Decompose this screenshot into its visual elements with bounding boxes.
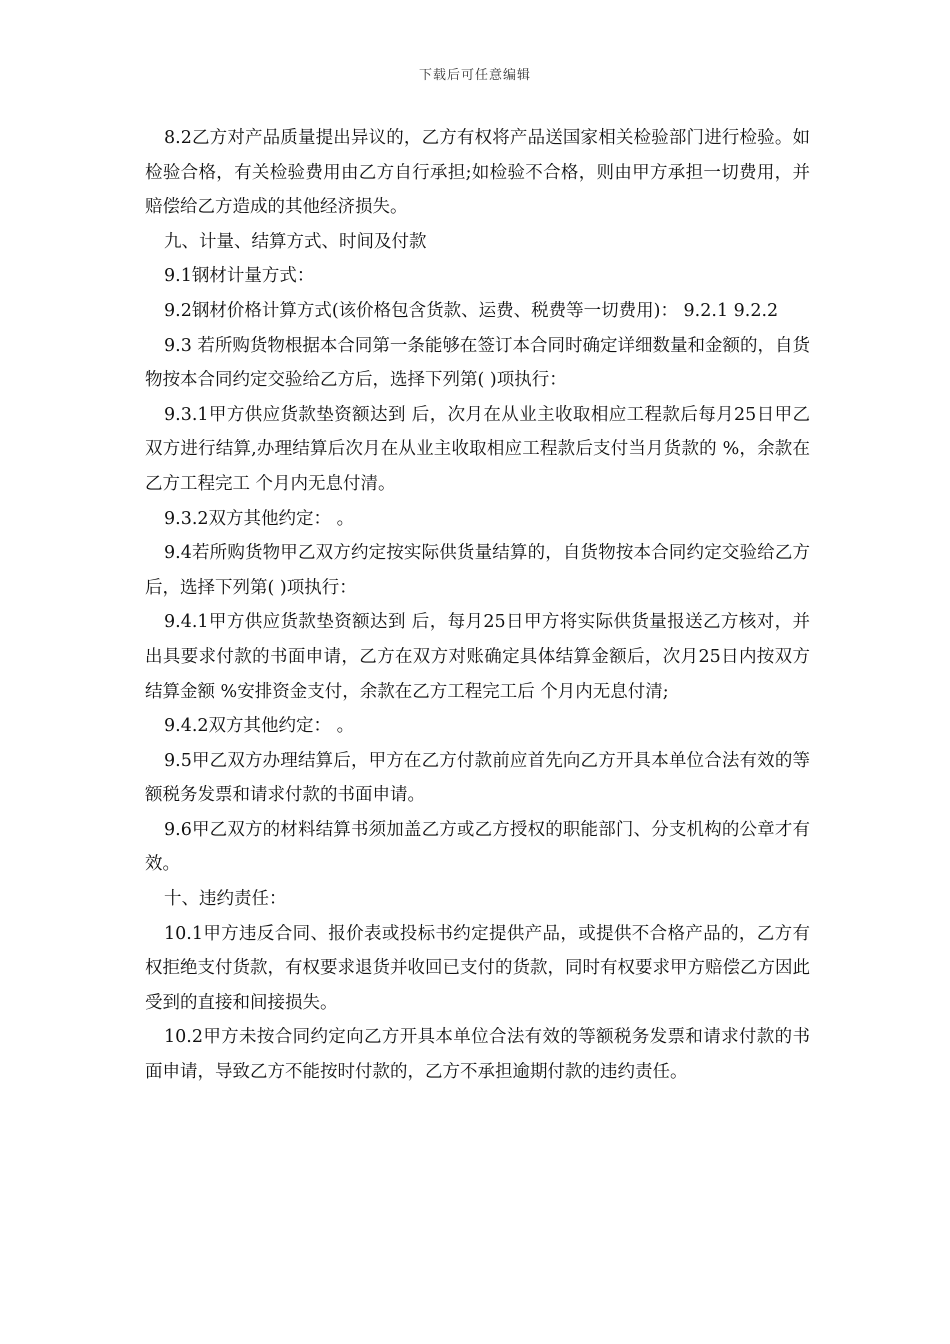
clause-9-4-1: 9.4.1甲方供应货款垫资额达到 后，每月25日甲方将实际供货量报送乙方核对，并出具要求付款的书面申请，乙方在双方对账确定具体结算金额后，次月25日内按双方结算金额 %安排资金支付，余款在乙方工程完工后 个月内无息付清; (145, 612, 810, 702)
clause-9-4-2: 9.4.2双方其他约定： 。 (164, 716, 355, 737)
page-header: 下载后可任意编辑 (418, 68, 531, 83)
clause-10-2: 10.2甲方未按合同约定向乙方开具本单位合法有效的等额税务发票和请求付款的书面申请，导致乙方不能按时付款的，乙方不承担逾期付款的违约责任。 (145, 1027, 810, 1083)
section-heading-9: 九、计量、结算方式、时间及付款 (164, 231, 427, 252)
clause-10-1: 10.1甲方违反合同、报价表或投标书约定提供产品，或提供不合格产品的，乙方有权拒绝支付货款，有权要求退货并收回已支付的货款，同时有权要求甲方赔偿乙方因此受到的直接和间接损失。 (145, 923, 810, 1013)
clause-9-1: 9.1钢材计量方式： (164, 266, 315, 287)
clause-9-6: 9.6甲乙双方的材料结算书须加盖乙方或乙方授权的职能部门、分支机构的公章才有效。 (145, 819, 810, 875)
document-body (145, 121, 810, 1090)
clause-9-3: 9.3 若所购货物根据本合同第一条能够在签订本合同时确定详细数量和金额的，自货物按本合同约定交验给乙方后，选择下列第( )项执行： (145, 335, 810, 391)
clause-9-3-1: 9.3.1甲方供应货款垫资额达到 后，次月在从业主收取相应工程款后每月25日甲乙双方进行结算,办理结算后次月在从业主收取相应工程款后支付当月货款的 %，余款在乙方工程完工 个月内无息付清。 (145, 404, 810, 494)
clause-9-5: 9.5甲乙双方办理结算后，甲方在乙方付款前应首先向乙方开具本单位合法有效的等额税务发票和请求付款的书面申请。 (145, 750, 810, 806)
clause-8-2: 8.2乙方对产品质量提出异议的，乙方有权将产品送国家相关检验部门进行检验。如检验合格，有关检验费用由乙方自行承担;如检验不合格，则由甲方承担一切费用，并赔偿给乙方造成的其他经济损失。 (145, 128, 810, 218)
clause-9-3-2: 9.3.2双方其他约定： 。 (164, 508, 355, 529)
clause-9-2: 9.2钢材价格计算方式(该价格包含货款、运费、税费等一切费用)： 9.2.1 9.2.2 (164, 300, 779, 321)
clause-9-4: 9.4若所购货物甲乙双方约定按实际供货量结算的，自货物按本合同约定交验给乙方后，选择下列第( )项执行： (145, 543, 810, 598)
section-heading-10: 十、违约责任： (164, 889, 287, 910)
